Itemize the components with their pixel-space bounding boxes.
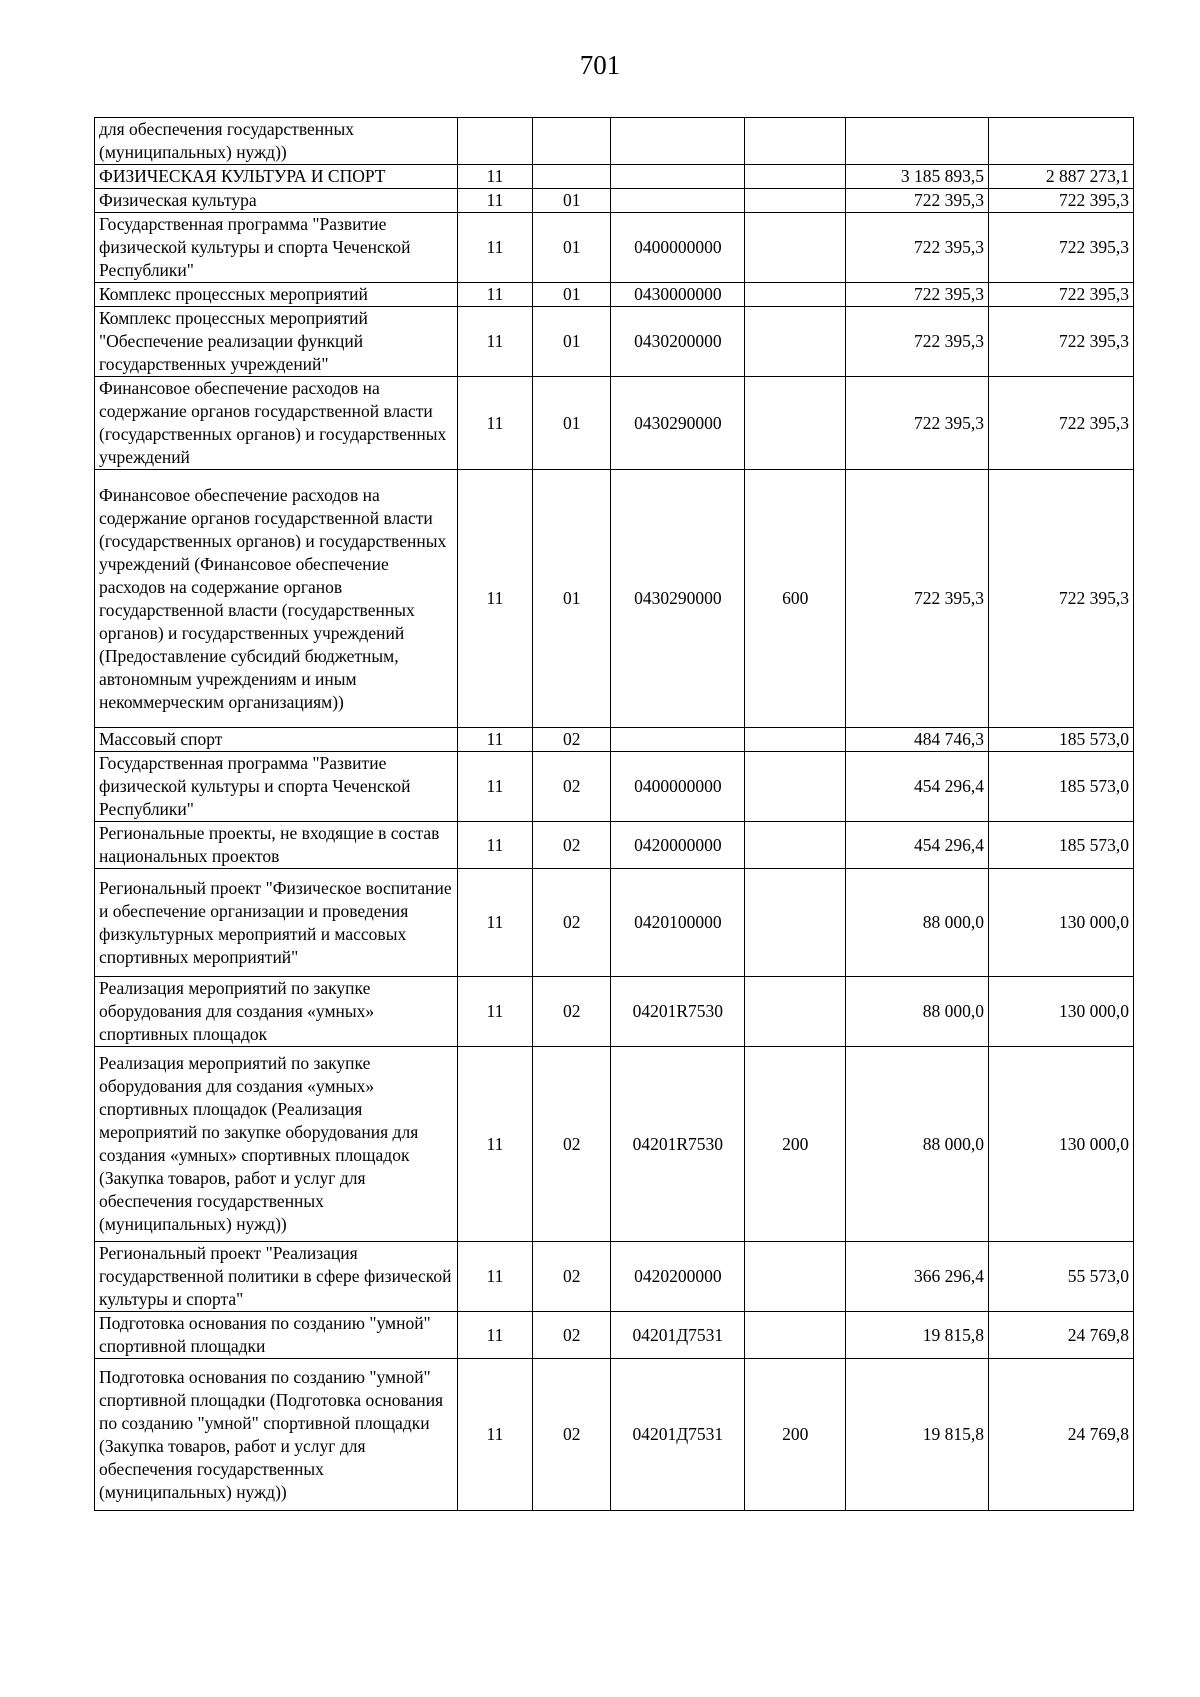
table-row: [95, 728, 1134, 752]
cell-subsection: 02: [533, 977, 611, 1047]
cell-expense-type: [745, 1242, 846, 1312]
cell-subsection: 02: [533, 869, 611, 977]
cell-target-article: 04201R7530: [611, 977, 745, 1047]
cell-expense-type: [745, 752, 846, 822]
table-row: [95, 1312, 1134, 1359]
cell-subsection: 01: [533, 189, 611, 213]
cell-subsection: 02: [533, 1047, 611, 1242]
cell-section: 11: [457, 1359, 533, 1511]
cell-amount-1: 366 296,4: [846, 1242, 989, 1312]
cell-subsection: [533, 118, 611, 165]
table-row: [95, 752, 1134, 822]
cell-subsection: 01: [533, 377, 611, 470]
cell-section: 11: [457, 1242, 533, 1312]
cell-name: Региональный проект "Реализация государственной политики в сфере физической культуры и спорта": [95, 1242, 458, 1312]
cell-target-article: [611, 728, 745, 752]
cell-name: Финансовое обеспечение расходов на содержание органов государственной власти (государственных органов) и государственных учреждений: [95, 377, 458, 470]
cell-target-article: 0430200000: [611, 307, 745, 377]
table-row: [95, 822, 1134, 869]
cell-name: Физическая культура: [95, 189, 458, 213]
cell-expense-type: [745, 822, 846, 869]
budget-table: [94, 117, 1134, 1511]
cell-target-article: 0420100000: [611, 869, 745, 977]
cell-expense-type: [745, 307, 846, 377]
cell-target-article: 04201R7530: [611, 1047, 745, 1242]
cell-section: 11: [457, 470, 533, 728]
cell-amount-2: 24 769,8: [988, 1312, 1133, 1359]
table-row: [95, 1047, 1134, 1242]
cell-name: для обеспечения государственных (муниципальных) нужд)): [95, 118, 458, 165]
cell-name: Комплекс процессных мероприятий: [95, 283, 458, 307]
cell-target-article: 04201Д7531: [611, 1312, 745, 1359]
cell-expense-type: [745, 869, 846, 977]
cell-section: 11: [457, 165, 533, 189]
cell-name: Финансовое обеспечение расходов на содержание органов государственной власти (государственных органов) и государственных учреждений (Финансовое обеспечение расходов на содержание органов государственной власти (государственных органов) и государственных учреждений (Предоставление субсидий бюджетным, автономным учреждениям и иным некоммерческим организациям)): [95, 470, 458, 728]
cell-amount-2: 722 395,3: [988, 377, 1133, 470]
cell-subsection: 02: [533, 1312, 611, 1359]
cell-subsection: 01: [533, 470, 611, 728]
table-row: [95, 377, 1134, 470]
table-row: [95, 165, 1134, 189]
cell-section: 11: [457, 213, 533, 283]
cell-name: Реализация мероприятий по закупке оборудования для создания «умных» спортивных площадок: [95, 977, 458, 1047]
cell-target-article: 0420000000: [611, 822, 745, 869]
cell-amount-1: 19 815,8: [846, 1312, 989, 1359]
cell-section: 11: [457, 752, 533, 822]
cell-expense-type: [745, 1312, 846, 1359]
cell-target-article: 0400000000: [611, 213, 745, 283]
table-row: [95, 470, 1134, 728]
cell-amount-1: 484 746,3: [846, 728, 989, 752]
cell-name: ФИЗИЧЕСКАЯ КУЛЬТУРА И СПОРТ: [95, 165, 458, 189]
cell-subsection: 01: [533, 213, 611, 283]
cell-expense-type: [745, 283, 846, 307]
cell-amount-1: 722 395,3: [846, 189, 989, 213]
table-row: [95, 283, 1134, 307]
cell-amount-1: 454 296,4: [846, 822, 989, 869]
cell-amount-2: 722 395,3: [988, 470, 1133, 728]
cell-subsection: 01: [533, 283, 611, 307]
cell-section: 11: [457, 189, 533, 213]
cell-target-article: 0420200000: [611, 1242, 745, 1312]
cell-target-article: 0430290000: [611, 377, 745, 470]
cell-section: 11: [457, 283, 533, 307]
table-row: [95, 1242, 1134, 1312]
cell-amount-2: 722 395,3: [988, 307, 1133, 377]
cell-amount-2: 130 000,0: [988, 977, 1133, 1047]
cell-amount-2: 722 395,3: [988, 283, 1133, 307]
page-number: 701: [579, 50, 621, 80]
cell-name: Региональные проекты, не входящие в состав национальных проектов: [95, 822, 458, 869]
cell-section: 11: [457, 822, 533, 869]
cell-expense-type: [745, 189, 846, 213]
table-row: [95, 307, 1134, 377]
cell-amount-1: 722 395,3: [846, 470, 989, 728]
cell-amount-1: 3 185 893,5: [846, 165, 989, 189]
cell-name: Региональный проект "Физическое воспитание и обеспечение организации и проведения физкультурных мероприятий и массовых спортивных мероприятий": [95, 869, 458, 977]
cell-amount-2: 722 395,3: [988, 213, 1133, 283]
table-row: [95, 213, 1134, 283]
table-row: [95, 189, 1134, 213]
cell-amount-1: 88 000,0: [846, 1047, 989, 1242]
cell-subsection: 02: [533, 1359, 611, 1511]
cell-amount-1: 722 395,3: [846, 213, 989, 283]
cell-expense-type: [745, 118, 846, 165]
cell-section: 11: [457, 977, 533, 1047]
cell-subsection: [533, 165, 611, 189]
cell-expense-type: [745, 728, 846, 752]
cell-subsection: 02: [533, 1242, 611, 1312]
cell-section: [457, 118, 533, 165]
cell-amount-1: [846, 118, 989, 165]
cell-section: 11: [457, 307, 533, 377]
cell-expense-type: [745, 165, 846, 189]
cell-amount-1: 88 000,0: [846, 869, 989, 977]
cell-amount-2: 130 000,0: [988, 1047, 1133, 1242]
cell-amount-1: 19 815,8: [846, 1359, 989, 1511]
cell-subsection: 02: [533, 822, 611, 869]
table-row: [95, 118, 1134, 165]
cell-expense-type: 600: [745, 470, 846, 728]
cell-subsection: 02: [533, 752, 611, 822]
cell-amount-2: 185 573,0: [988, 822, 1133, 869]
cell-amount-2: 2 887 273,1: [988, 165, 1133, 189]
cell-expense-type: 200: [745, 1359, 846, 1511]
table-row: [95, 977, 1134, 1047]
cell-target-article: [611, 189, 745, 213]
cell-amount-2: 130 000,0: [988, 869, 1133, 977]
cell-expense-type: [745, 213, 846, 283]
cell-name: Массовый спорт: [95, 728, 458, 752]
cell-section: 11: [457, 1047, 533, 1242]
cell-amount-2: 24 769,8: [988, 1359, 1133, 1511]
cell-amount-1: 454 296,4: [846, 752, 989, 822]
cell-expense-type: [745, 377, 846, 470]
cell-subsection: 02: [533, 728, 611, 752]
table-row: [95, 869, 1134, 977]
cell-section: 11: [457, 869, 533, 977]
cell-target-article: 0430000000: [611, 283, 745, 307]
cell-amount-1: 88 000,0: [846, 977, 989, 1047]
cell-expense-type: 200: [745, 1047, 846, 1242]
cell-target-article: 0400000000: [611, 752, 745, 822]
cell-target-article: [611, 165, 745, 189]
cell-target-article: [611, 118, 745, 165]
cell-section: 11: [457, 1312, 533, 1359]
cell-name: Подготовка основания по созданию "умной" спортивной площадки (Подготовка основания по созданию "умной" спортивной площадки (Закупка товаров, работ и услуг для обеспечения государственных (муниципальных) нужд)): [95, 1359, 458, 1511]
cell-name: Государственная программа "Развитие физической культуры и спорта Чеченской Республики": [95, 752, 458, 822]
cell-expense-type: [745, 977, 846, 1047]
cell-section: 11: [457, 728, 533, 752]
cell-amount-1: 722 395,3: [846, 283, 989, 307]
cell-amount-2: 722 395,3: [988, 189, 1133, 213]
table-body: [95, 118, 1134, 1511]
cell-name: Государственная программа "Развитие физической культуры и спорта Чеченской Республики": [95, 213, 458, 283]
cell-target-article: 0430290000: [611, 470, 745, 728]
cell-amount-1: 722 395,3: [846, 307, 989, 377]
table-row: [95, 1359, 1134, 1511]
cell-amount-2: 185 573,0: [988, 728, 1133, 752]
cell-section: 11: [457, 377, 533, 470]
cell-amount-2: [988, 118, 1133, 165]
cell-name: Подготовка основания по созданию "умной" спортивной площадки: [95, 1312, 458, 1359]
cell-amount-2: 55 573,0: [988, 1242, 1133, 1312]
cell-subsection: 01: [533, 307, 611, 377]
cell-amount-2: 185 573,0: [988, 752, 1133, 822]
cell-name: Комплекс процессных мероприятий "Обеспечение реализации функций государственных учреждений": [95, 307, 458, 377]
cell-name: Реализация мероприятий по закупке оборудования для создания «умных» спортивных площадок (Реализация мероприятий по закупке оборудования для создания «умных» спортивных площадок (Закупка товаров, работ и услуг для обеспечения государственных (муниципальных) нужд)): [95, 1047, 458, 1242]
cell-target-article: 04201Д7531: [611, 1359, 745, 1511]
cell-amount-1: 722 395,3: [846, 377, 989, 470]
